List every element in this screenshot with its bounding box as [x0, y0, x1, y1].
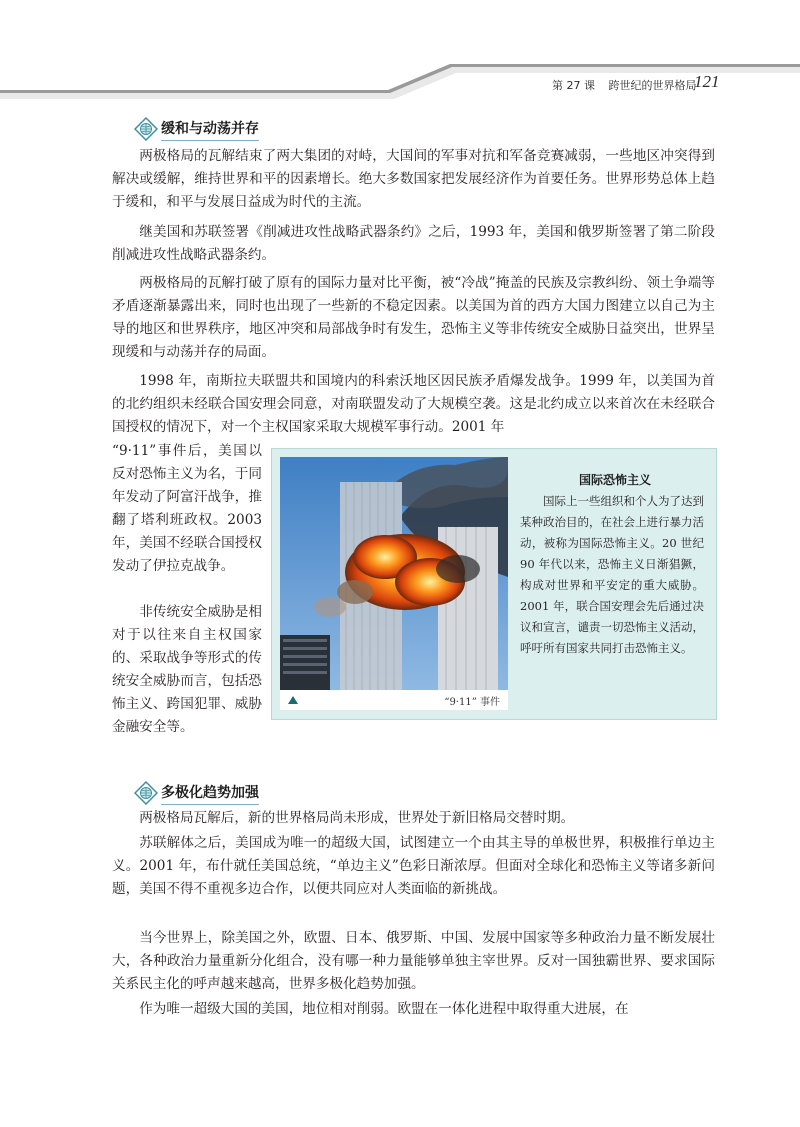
lesson-number: 第 27 课 [552, 79, 595, 92]
paragraph-2-1: 两极格局瓦解后，新的世界格局尚未形成，世界处于新旧格局交替时期。 [139, 810, 575, 826]
paragraph-1-1: 两极格局的瓦解结束了两大集团的对峙，大国间的军事对抗和军备竞赛减弱，一些地区冲突得到解决或缓解，维持世界和平的因素增长。绝大多数国家把发展经济作为首要任务。世界形势总体上趋于缓和，和平与发展日益成为时代的主流。 [112, 148, 715, 210]
paragraph-1-4: 1998 年，南斯拉夫联盟共和国境内的科索沃地区因民族矛盾爆发战争。1999 年，以美国为首的北约组织未经联合国安理会同意，对南联盟发动了大规模空袭。这是北约成立以来首次在未经联合国授权的情况下，对一个主权国家采取大规模军事行动。2001 年 [112, 373, 715, 435]
figure-sidebar-box [271, 448, 717, 720]
section-title-1: 缓和与动荡并存 [161, 118, 259, 141]
side-column-text-1: “9·11”事件后，美国以反对恐怖主义为名，于同年发动了阿富汗战争，推翻了塔利班政权。2003 年，美国不经联合国授权发动了伊拉克战争。 [112, 443, 262, 574]
section-heading-2 [134, 781, 259, 805]
running-header [552, 77, 697, 93]
globe-badge-icon [134, 117, 158, 141]
sidebar-title: 国际恐怖主义 [578, 473, 651, 487]
side-column-text-2: 非传统安全威胁是相对于以往来自主权国家的、采取战争等形式的传统安全威胁而言，包括恐怖主义、跨国犯罪、威胁金融安全等。 [112, 604, 262, 735]
section-title-2: 多极化趋势加强 [161, 782, 259, 805]
page-number: 121 [694, 72, 720, 91]
paragraph-1-3: 两极格局的瓦解打破了原有的国际力量对比平衡，被“冷战”掩盖的民族及宗教纠纷、领土争端等矛盾逐渐暴露出来，同时也出现了一些新的不稳定因素。以美国为首的西方大国力图建立以自己为主导的地区和世界秩序，地区冲突和局部战争时有发生，恐怖主义等非传统安全威胁日益突出，世界呈现缓和与动荡并存的局面。 [112, 275, 715, 360]
section-heading-1 [134, 117, 259, 141]
triangle-marker-icon [288, 696, 298, 704]
lesson-title: 跨世纪的世界格局 [608, 79, 697, 92]
wtc-photo [280, 457, 508, 690]
sidebar-text: 国际上一些组织和个人为了达到某种政治目的，在社会上进行暴力活动，被称为国际恐怖主义。20 世纪 90 年代以来，恐怖主义日渐猖獗，构成对世界和平安定的重大威胁。2001 年，联合国安理会先后通过决议和宣言，谴责一切恐怖主义活动，呼吁所有国家共同打击恐怖主义。 [520, 494, 704, 655]
globe-badge-icon [134, 781, 158, 805]
paragraph-2-2: 苏联解体之后，美国成为唯一的超级大国，试图建立一个由其主导的单极世界，积极推行单边主义。2001 年，布什就任美国总统，“单边主义”色彩日渐浓厚。但面对全球化和恐怖主义等诸多新问题，美国不得不重视多边合作，以便共同应对人类面临的新挑战。 [112, 835, 715, 897]
photo-caption-bar [280, 690, 508, 710]
photo-caption: “9·11” 事件 [444, 696, 500, 708]
paragraph-2-3: 当今世界上，除美国之外，欧盟、日本、俄罗斯、中国、发展中国家等多种政治力量不断发展壮大，各种政治力量重新分化组合，没有哪一种力量能够单独主宰世界。反对一国独霸世界、要求国际关系民主化的呼声越来越高，世界多极化趋势加强。 [112, 930, 715, 992]
paragraph-1-2: 继美国和苏联签署《削减进攻性战略武器条约》之后，1993 年，美国和俄罗斯签署了第二阶段削减进攻性战略武器条约。 [112, 224, 715, 263]
paragraph-2-4: 作为唯一超级大国的美国，地位相对削弱。欧盟在一体化进程中取得重大进展，在 [139, 1001, 629, 1017]
